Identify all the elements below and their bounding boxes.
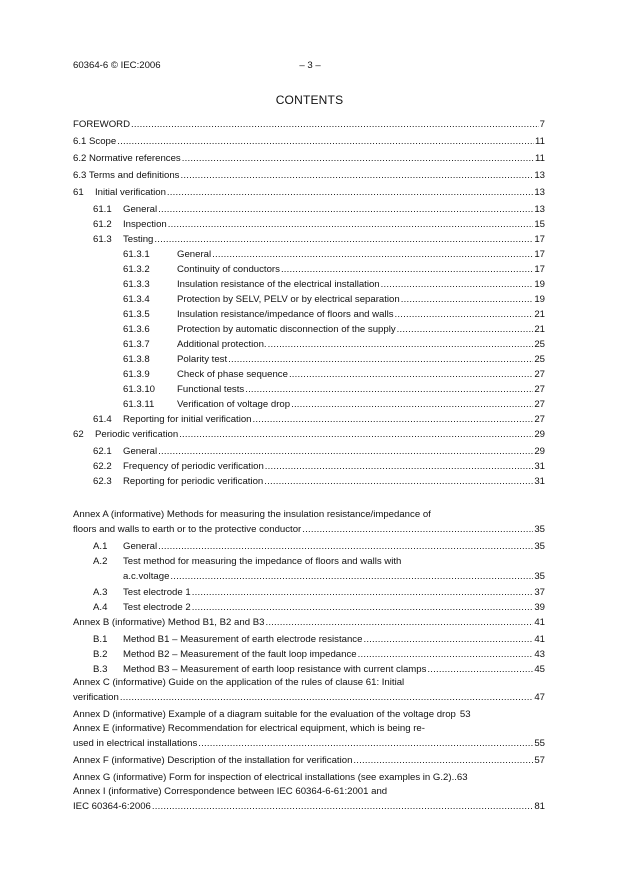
toc-entry-page: 13 [534, 170, 545, 181]
toc-entry-label: Insulation resistance/impedance of floors and walls [177, 309, 394, 320]
toc-entry-page: 31 [534, 461, 545, 472]
toc-entry-label: Annex D (informative) Example of a diagram suitable for the evaluation of the voltage drop [73, 709, 456, 720]
toc-entry-number: A.1 [93, 541, 108, 552]
toc-entry-number: 61.3.5 [123, 309, 150, 320]
toc-entry-number: 61.3.2 [123, 264, 150, 275]
toc-entry-page: 29 [534, 429, 545, 440]
document-reference: 60364-6 © IEC:2006 [73, 60, 161, 71]
toc-entry-number: 61.4 [93, 414, 112, 425]
toc-entry-label: Periodic verification [95, 429, 179, 440]
toc-annex-a[interactable] [73, 522, 545, 535]
toc-entry-label: verification [73, 692, 119, 703]
toc-entry-number: A.2 [93, 556, 108, 567]
toc-entry-label: Continuity of conductors [177, 264, 280, 275]
toc-entry-page: 35 [534, 571, 545, 582]
toc-annex-f[interactable] [73, 753, 545, 766]
toc-entry-page: 13 [534, 187, 545, 198]
toc-entry-label: Test electrode 2 [123, 602, 191, 613]
toc-entry-page: 31 [534, 476, 545, 487]
toc-entry-61-3-10[interactable] [123, 382, 545, 395]
toc-entry-label: floors and walls to earth or to the protective conductor [73, 524, 302, 535]
toc-entry-label: IEC 60364-6:2006 [73, 801, 151, 812]
toc-entry-page: 81 [534, 801, 545, 812]
toc-entry-label: Inspection [123, 219, 167, 230]
toc-entry-61-3[interactable] [93, 232, 545, 245]
toc-entry-page: 27 [534, 414, 545, 425]
toc-entry-scope[interactable] [73, 134, 545, 147]
toc-entry-page: 27 [534, 384, 545, 395]
toc-entry-page: 25 [534, 354, 545, 365]
toc-entry-label: FOREWORD [73, 119, 131, 130]
toc-entry-number: B.2 [93, 649, 108, 660]
toc-entry-b-2[interactable] [93, 647, 545, 660]
toc-entry-number: B.3 [93, 664, 108, 675]
toc-entry-a-4[interactable] [93, 600, 545, 613]
toc-entry-61-3-8[interactable] [123, 352, 545, 365]
toc-entry-62-1[interactable] [93, 444, 545, 457]
toc-entry-page: 53 [459, 709, 471, 720]
toc-annex-a-line1[interactable]: Annex A (informative) Methods for measuring the insulation resistance/impedance of [73, 509, 431, 520]
toc-entry-number: 61.1 [93, 204, 112, 215]
toc-entry-number: 61.3.1 [123, 249, 150, 260]
toc-entry-number: 61.3.4 [123, 294, 150, 305]
toc-entry-label: Annex F (informative) Description of the installation for verification [73, 755, 353, 766]
toc-entry-label: Reporting for periodic verification [123, 476, 264, 487]
toc-entry-61-3-5[interactable] [123, 307, 545, 320]
toc-entry-label: Test method for measuring the impedance of floors and walls with [123, 556, 402, 567]
toc-entry-label: Initial verification [95, 187, 166, 198]
toc-entry-page: 35 [534, 541, 545, 552]
toc-entry-a-1[interactable] [93, 539, 545, 552]
toc-entry-label: General [123, 446, 158, 457]
toc-annex-e-line1[interactable]: Annex E (informative) Recommendation for electrical equipment, which is being re- [73, 723, 425, 734]
toc-entry-a-2[interactable] [123, 569, 545, 582]
toc-entry-page: 43 [534, 649, 545, 660]
toc-entry-label: 6.3 Terms and definitions [73, 170, 180, 181]
toc-entry-page: 37 [534, 587, 545, 598]
toc-entry-62[interactable] [73, 427, 545, 440]
toc-entry-number: 61.3.3 [123, 279, 150, 290]
page-title: CONTENTS [275, 93, 344, 107]
toc-entry-number: 61 [73, 187, 84, 198]
toc-entry-page: 55 [534, 738, 545, 749]
toc-entry-page: 17 [534, 249, 545, 260]
toc-entry-61-3-11[interactable] [123, 397, 545, 410]
toc-entry-a-3[interactable] [93, 585, 545, 598]
toc-entry-page: 39 [534, 602, 545, 613]
toc-entry-label: Protection by automatic disconnection of the supply [177, 324, 396, 335]
toc-entry-label: 6.2 Normative references [73, 153, 181, 164]
toc-entry-page: 19 [534, 279, 545, 290]
toc-entry-foreword[interactable] [73, 117, 545, 130]
toc-entry-page: 29 [534, 446, 545, 457]
toc-entry-61-3-4[interactable] [123, 292, 545, 305]
toc-entry-label: Test electrode 1 [123, 587, 191, 598]
toc-entry-61-3-9[interactable] [123, 367, 545, 380]
toc-entry-page: 13 [534, 204, 545, 215]
toc-entry-label: Method B2 – Measurement of the fault loop impedance [123, 649, 357, 660]
toc-entry-page: 41 [534, 617, 545, 628]
toc-entry-label: Method B1 – Measurement of earth electrode resistance [123, 634, 363, 645]
toc-entry-label: Verification of voltage drop [177, 399, 291, 410]
toc-entry-label: Reporting for initial verification [123, 414, 252, 425]
toc-entry-61-3-2[interactable] [123, 262, 545, 275]
toc-entry-label: Polarity test [177, 354, 228, 365]
toc-entry-page: 47 [534, 692, 545, 703]
toc-annex-d[interactable] [73, 707, 545, 720]
toc-entry-number: 62.2 [93, 461, 112, 472]
toc-entry-label: a.c.voltage [123, 571, 170, 582]
toc-entry-page: 63 [456, 772, 468, 783]
toc-entry-label: General [123, 541, 158, 552]
toc-entry-page: 17 [534, 234, 545, 245]
toc-entry-page: 11 [535, 153, 545, 164]
toc-entry-number: 61.3.11 [123, 399, 155, 410]
toc-entry-page: 57 [534, 755, 545, 766]
toc-entry-number: 61.3.8 [123, 354, 150, 365]
toc-entry-label: Frequency of periodic verification [123, 461, 264, 472]
toc-entry-label: Check of phase sequence [177, 369, 288, 380]
toc-entry-a-2-line1[interactable] [93, 556, 545, 567]
toc-annex-g[interactable]: Annex G (informative) Form for inspection of electrical installations (see examples in G.2) .. 63 [73, 772, 468, 783]
toc-entry-label: 6.1 Scope [73, 136, 117, 147]
toc-entry-label: General [123, 204, 158, 215]
toc-entry-page: 27 [534, 399, 545, 410]
toc-entry-label: Additional protection. [177, 339, 267, 350]
toc-entry-page: 15 [534, 219, 545, 230]
toc-entry-61[interactable] [73, 185, 545, 198]
toc-entry-terms-definitions[interactable] [73, 168, 545, 181]
toc-entry-page: 7 [539, 119, 545, 130]
toc-entry-label: Annex G (informative) Form for inspection of electrical installations (see examples in G.2) [73, 772, 452, 783]
toc-entry-page: 35 [534, 524, 545, 535]
toc-entry-label: Functional tests [177, 384, 245, 395]
toc-entry-number: 62.1 [93, 446, 112, 457]
toc-entry-61-4[interactable] [93, 412, 545, 425]
toc-entry-61-3-3[interactable] [123, 277, 545, 290]
toc-entry-page: 11 [535, 136, 545, 147]
toc-entry-label: used in electrical installations [73, 738, 198, 749]
toc-entry-number: 62.3 [93, 476, 112, 487]
toc-annex-c-line1[interactable]: Annex C (informative) Guide on the application of the rules of clause 61: Initial [73, 677, 405, 688]
toc-annex-b[interactable] [73, 615, 545, 628]
toc-annex-c[interactable] [73, 690, 545, 703]
toc-entry-label: General [177, 249, 212, 260]
toc-entry-page: 21 [534, 324, 545, 335]
toc-entry-page: 27 [534, 369, 545, 380]
toc-entry-page: 19 [534, 294, 545, 305]
toc-entry-61-3-1[interactable] [123, 247, 545, 260]
toc-entry-number: 61.3.9 [123, 369, 150, 380]
toc-annex-e[interactable] [73, 736, 545, 749]
toc-entry-number: A.4 [93, 602, 108, 613]
toc-entry-label: Protection by SELV, PELV or by electrical separation [177, 294, 400, 305]
toc-entry-page: 41 [534, 634, 545, 645]
toc-entry-number: 61.2 [93, 219, 112, 230]
toc-entry-number: 61.3.10 [123, 384, 156, 395]
toc-entry-label: Insulation resistance of the electrical installation [177, 279, 380, 290]
toc-entry-b-3[interactable] [93, 662, 545, 675]
toc-entry-number: 61.3.6 [123, 324, 150, 335]
toc-entry-page: 25 [534, 339, 545, 350]
toc-annex-i-line1[interactable]: Annex I (informative) Correspondence between IEC 60364-6-61:2001 and [73, 786, 388, 797]
toc-entry-62-3[interactable] [93, 474, 545, 487]
toc-entry-61-3-7[interactable] [123, 337, 545, 350]
toc-entry-label: Testing [123, 234, 154, 245]
toc-entry-number: 61.3.7 [123, 339, 150, 350]
toc-entry-page: 17 [534, 264, 545, 275]
toc-entry-number: A.3 [93, 587, 108, 598]
toc-entry-label: Annex B (informative) Method B1, B2 and B3 [73, 617, 265, 628]
toc-entry-normative-references[interactable] [73, 151, 545, 164]
toc-annex-i[interactable] [73, 799, 545, 812]
toc-entry-61-1[interactable] [93, 202, 545, 215]
toc-entry-number: B.1 [93, 634, 108, 645]
toc-entry-page: 45 [534, 664, 545, 675]
toc-entry-61-3-6[interactable] [123, 322, 545, 335]
toc-entry-number: 62 [73, 429, 84, 440]
toc-entry-label: Method B3 – Measurement of earth loop resistance with current clamps [123, 664, 427, 675]
toc-entry-page: 21 [534, 309, 545, 320]
toc-entry-62-2[interactable] [93, 459, 545, 472]
toc-entry-61-2[interactable] [93, 217, 545, 230]
page-number: – 3 – [299, 60, 321, 71]
toc-entry-b-1[interactable] [93, 632, 545, 645]
toc-entry-number: 61.3 [93, 234, 112, 245]
